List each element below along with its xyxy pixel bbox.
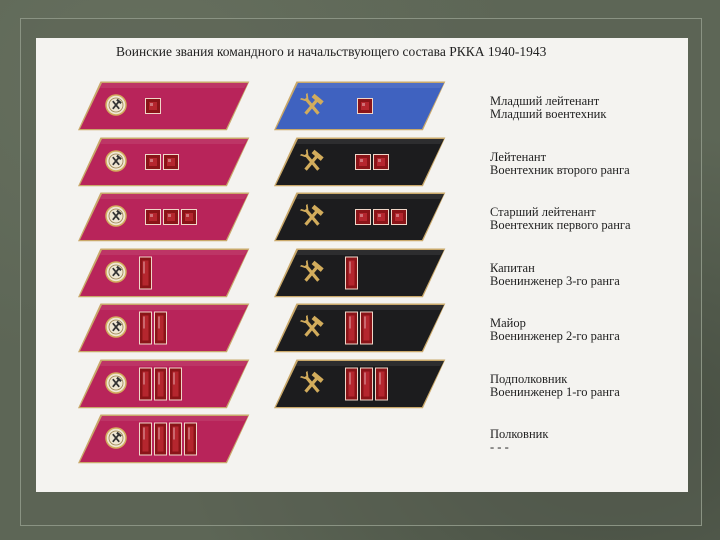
bar-pip-icon <box>154 312 167 345</box>
command-rank-name: Капитан <box>490 260 535 275</box>
technical-rank-name: Военинженер 1-го ранга <box>490 384 620 399</box>
technical-collar-tab <box>276 305 444 351</box>
square-pip-icon <box>391 209 407 225</box>
rank-label <box>490 317 620 343</box>
square-pip-icon <box>355 154 371 170</box>
bar-pip-icon <box>345 367 358 400</box>
collar-tab-background <box>274 359 445 408</box>
technical-collar-tab <box>276 194 444 240</box>
technical-rank-name: Военинженер 2-го ранга <box>490 329 620 343</box>
command-collar-tab <box>80 416 248 462</box>
collar-tab-background <box>78 248 249 297</box>
bar-pip-icon <box>169 423 182 456</box>
technical-rank-name: Воентехник первого ранга <box>490 218 631 232</box>
rank-label <box>490 206 631 232</box>
technical-rank-name: Младший воентехник <box>490 107 607 121</box>
bar-pip-icon <box>154 367 167 400</box>
hammer-wrench-in-wreath-icon <box>106 317 126 337</box>
bar-pip-icon <box>154 423 167 456</box>
command-rank-name: Старший лейтенант <box>490 205 596 219</box>
command-collar-tab <box>80 83 248 129</box>
command-collar-tab <box>80 250 248 296</box>
bar-pip-icon <box>375 367 388 400</box>
technical-rank-name: Военинженер 3-го ранга <box>490 273 620 288</box>
bar-pip-icon <box>139 367 152 400</box>
technical-collar-tab <box>276 139 444 185</box>
command-rank-name: Подполковник <box>490 371 568 386</box>
command-rank-name: Лейтенант <box>490 149 547 164</box>
rank-label <box>490 373 620 399</box>
command-rank-name: Полковник <box>490 427 549 441</box>
command-collar-tab <box>80 194 248 240</box>
square-pip-icon <box>355 209 371 225</box>
rank-label <box>490 151 630 177</box>
square-pip-icon <box>373 209 389 225</box>
bar-pip-icon <box>360 312 373 345</box>
square-pip-icon <box>145 154 161 170</box>
technical-rank-name: Воентехник второго ранга <box>490 162 630 177</box>
bar-pip-icon <box>139 256 152 289</box>
hammer-wrench-in-wreath-icon <box>106 373 126 393</box>
square-pip-icon <box>145 209 161 225</box>
square-pip-icon <box>163 209 179 225</box>
square-pip-icon <box>163 154 179 170</box>
technical-collar-tab <box>276 250 444 296</box>
technical-collar-tab <box>276 83 444 129</box>
rank-label <box>490 262 620 288</box>
hammer-wrench-in-wreath-icon <box>106 95 126 115</box>
bar-pip-icon <box>169 367 182 400</box>
collar-tab-background <box>78 82 249 131</box>
bar-pip-icon <box>139 423 152 456</box>
hammer-wrench-in-wreath-icon <box>106 428 126 448</box>
bar-pip-icon <box>345 256 358 289</box>
square-pip-icon <box>357 98 373 114</box>
command-collar-tab <box>80 361 248 407</box>
square-pip-icon <box>181 209 197 225</box>
rank-label <box>490 95 606 121</box>
bar-pip-icon <box>345 312 358 345</box>
technical-collar-tab <box>276 361 444 407</box>
bar-pip-icon <box>139 312 152 345</box>
bar-pip-icon <box>184 423 197 456</box>
collar-tab-background <box>274 248 445 297</box>
rank-label <box>490 428 548 454</box>
hammer-wrench-in-wreath-icon <box>106 151 126 171</box>
hammer-wrench-in-wreath-icon <box>106 206 126 226</box>
square-pip-icon <box>373 154 389 170</box>
command-collar-tab <box>80 139 248 185</box>
page-title: Воинские звания командного и начальствующего состава РККА 1940-1943 <box>116 44 547 59</box>
technical-rank-name: - - - <box>490 440 509 454</box>
square-pip-icon <box>145 98 161 114</box>
hammer-wrench-in-wreath-icon <box>106 262 126 282</box>
collar-tab-background <box>274 304 445 353</box>
insignia-sheet <box>36 38 688 492</box>
command-collar-tab <box>80 305 248 351</box>
bar-pip-icon <box>360 367 373 400</box>
command-rank-name: Майор <box>490 316 526 330</box>
command-rank-name: Младший лейтенант <box>490 94 600 108</box>
